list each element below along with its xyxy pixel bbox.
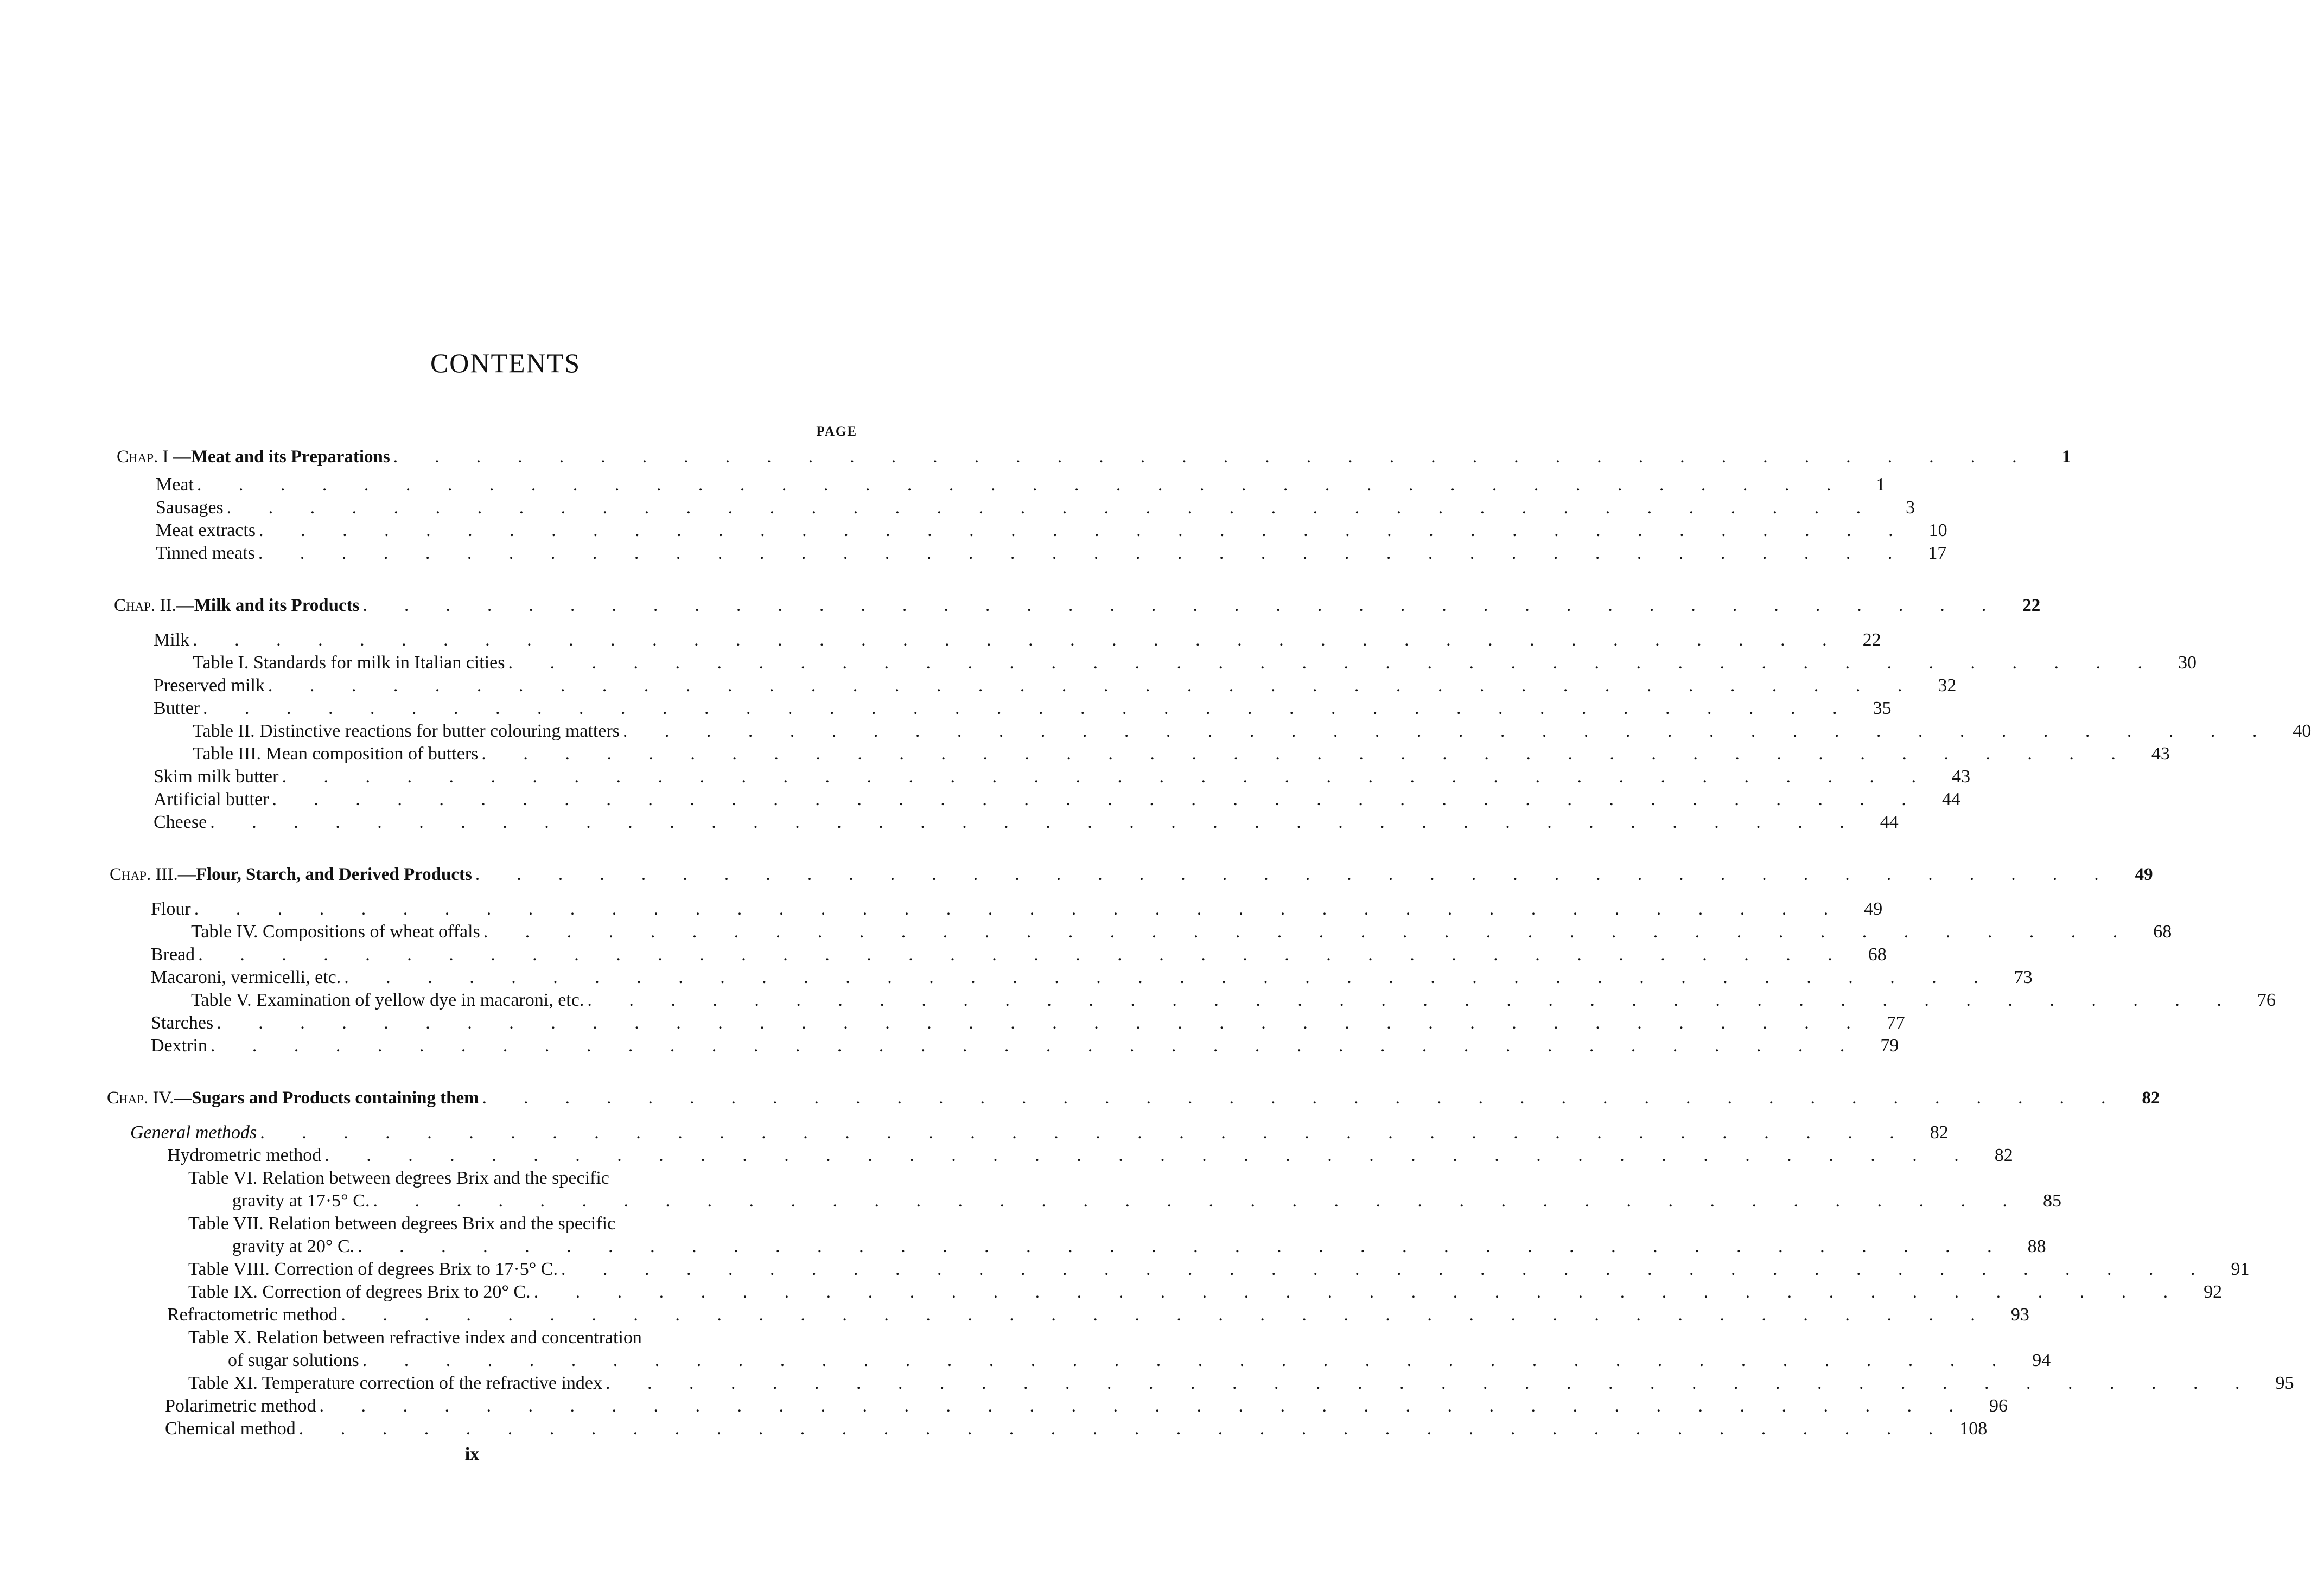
page-number: 82 — [2142, 1088, 2160, 1108]
dot-leader: . . . . . . . . . . . . . . . . . . . . . . . . . . . . . . . . . . . . . . . . — [258, 543, 1909, 563]
toc-entry — [232, 1235, 2046, 1259]
toc-entry — [165, 1417, 1988, 1441]
entry-label-continuation: of sugar solutions — [228, 1350, 359, 1370]
dot-leader: . . . . . . . . . . . . . . . . . . . . . . . . . . . . . . . . . . . . . . . . — [483, 922, 2134, 942]
entry-label: Sausages — [156, 497, 224, 518]
entry-label: Macaroni, vermicelli, etc. — [151, 967, 341, 987]
entry-label: Table VII. Relation between degrees Brix and the specific — [188, 1214, 616, 1234]
toc-entry — [151, 1034, 1899, 1058]
entry-label: Bread — [151, 944, 195, 965]
entry-label: Cheese — [154, 812, 207, 832]
entry-label: Table VI. Relation between degrees Brix and the specific — [188, 1168, 609, 1188]
page-number: 43 — [2151, 744, 2170, 764]
entry-label: Preserved milk — [154, 675, 265, 695]
page-number: 94 — [2032, 1350, 2051, 1370]
entry-label: Table VIII. Correction of degrees Brix to 17·5° C. — [188, 1259, 558, 1279]
toc-entry — [188, 1371, 2294, 1395]
page-number: 88 — [2027, 1236, 2046, 1256]
folio-page-number: ix — [464, 1444, 480, 1464]
entry-label: Skim milk butter — [154, 767, 279, 787]
chapter-title: —Sugars and Products containing them — [174, 1088, 479, 1108]
dot-leader: . . . . . . . . . . . . . . . . . . . . . . . . . . . . . . . . . . . . . . . . — [259, 520, 1909, 540]
entry-label: Table X. Relation between refractive index and concentration — [188, 1327, 642, 1348]
page-number: 96 — [1989, 1396, 2008, 1416]
toc-entry — [193, 651, 2197, 675]
entry-label: Tinned meats — [156, 543, 255, 563]
toc-entry — [154, 788, 1960, 812]
entry-label: Chemical method — [165, 1419, 296, 1439]
entry-label: Artificial butter — [154, 789, 269, 809]
dot-leader: . . . . . . . . . . . . . . . . . . . . . . . . . . . . . . . . . . . . . . . . — [362, 596, 2003, 615]
chapter-title: —Milk and its Products — [176, 596, 360, 615]
page-number: 68 — [1868, 944, 1887, 965]
dot-leader: . . . . . . . . . . . . . . . . . . . . . . . . . . . . . . . . . . . . . . . . — [260, 1122, 1911, 1142]
page-number: 44 — [1880, 812, 1899, 832]
dot-leader: . . . . . . . . . . . . . . . . . . . . . . . . . . . . . . . . . . . . . . . . — [373, 1191, 2023, 1211]
page-number: 91 — [2231, 1259, 2250, 1279]
toc-entry — [191, 920, 2172, 944]
toc-entry — [151, 897, 1883, 921]
page-number: 92 — [2204, 1282, 2223, 1302]
page-number: 76 — [2257, 990, 2276, 1010]
toc-entry — [167, 1303, 2029, 1327]
entry-label: Table XI. Temperature correction of the refractive index — [188, 1373, 603, 1393]
dot-leader: . . . . . . . . . . . . . . . . . . . . . . . . . . . . . . . . . . . . . . . . — [533, 1282, 2185, 1302]
entry-label: Table IV. Compositions of wheat offals — [191, 922, 480, 942]
dot-leader: . . . . . . . . . . . . . . . . . . . . . . . . . . . . . . . . . . . . . . . . — [202, 698, 1854, 718]
entry-label-continuation: gravity at 17·5° C. — [232, 1191, 370, 1211]
page-number: 1 — [1876, 475, 1886, 495]
toc-entry — [188, 1280, 2223, 1304]
dot-leader: . . . . . . . . . . . . . . . . . . . . . . . . . . . . . . . . . . . . . . . . — [324, 1145, 1975, 1165]
toc-entry — [165, 1394, 2008, 1418]
entry-label: Table II. Distinctive reactions for butter colouring matters — [193, 721, 620, 741]
chapter-title: —Flour, Starch, and Derived Products — [177, 865, 472, 884]
page-number: 30 — [2178, 653, 2197, 673]
page-number: 32 — [1938, 675, 1957, 695]
toc-entry — [156, 519, 1947, 542]
dot-leader: . . . . . . . . . . . . . . . . . . . . . . . . . . . . . . . . . . . . . . . . — [210, 1036, 1861, 1056]
entry-label: Hydrometric method — [167, 1145, 322, 1165]
entry-label: Meat — [156, 475, 194, 495]
toc-entry — [154, 765, 1970, 789]
page-number: 35 — [1873, 698, 1892, 718]
chapter-2-heading — [114, 593, 2041, 617]
toc-entry — [154, 674, 1957, 698]
dot-leader: . . . . . . . . . . . . . . . . . . . . . . . . . . . . . . . . . . . . . . . . — [481, 744, 2132, 764]
dot-leader: . . . . . . . . . . . . . . . . . . . . . . . . . . . . . . . . . . . . . . . . — [210, 812, 1861, 832]
page-number: 77 — [1886, 1013, 1905, 1033]
page-number: 73 — [2014, 967, 2033, 987]
dot-leader: . . . . . . . . . . . . . . . . . . . . . . . . . . . . . . . . . . . . . . . . — [606, 1373, 2256, 1393]
page-number: 22 — [1862, 630, 1881, 650]
toc-entry — [151, 1011, 1905, 1035]
entry-label: Table III. Mean composition of butters — [193, 744, 479, 764]
toc-entry — [191, 988, 2276, 1012]
page-number: 82 — [1994, 1145, 2013, 1165]
page-title: CONTENTS — [430, 348, 581, 378]
chapter-1-heading — [117, 445, 2071, 469]
dot-leader: . . . . . . . . . . . . . . . . . . . . . . . . . . . . . . . . . . . . . . . . — [196, 475, 1848, 495]
toc-entry — [193, 742, 2170, 766]
toc-entry — [154, 628, 1881, 652]
page-number: 49 — [1864, 899, 1883, 919]
dot-leader: . . . . . . . . . . . . . . . . . . . . . . . . . . . . . . . . . . . . . . . . — [482, 1088, 2122, 1108]
page-number: 79 — [1880, 1036, 1899, 1056]
chapter-title: —Meat and its Preparations — [173, 447, 390, 467]
dot-leader: . . . . . . . . . . . . . . . . . . . . . . . . . . . . . . . . . . . . . . . . — [268, 675, 1919, 695]
page-number: 93 — [2010, 1305, 2029, 1325]
dot-leader: . . . . . . . . . . . . . . . . . . . . . . . . . . . . . . . . . . . . . . . . — [193, 630, 1843, 650]
entry-label: Dextrin — [151, 1036, 207, 1056]
toc-entry — [188, 1257, 2250, 1281]
page-number: 44 — [1941, 789, 1960, 809]
page-number: 3 — [1906, 497, 1915, 518]
toc-entry — [156, 496, 1915, 520]
page-number: 17 — [1928, 543, 1947, 563]
toc-entry — [151, 966, 2033, 989]
page-number: 1 — [2061, 447, 2071, 467]
toc-entry — [167, 1144, 2013, 1167]
page-number: 95 — [2275, 1373, 2294, 1393]
page-number: 85 — [2042, 1191, 2061, 1211]
chapter-3-heading — [110, 863, 2153, 886]
toc-entry — [156, 541, 1947, 565]
toc-entry — [228, 1349, 2051, 1372]
chapter-number: Chap. III. — [110, 865, 178, 884]
page-number: 82 — [1930, 1122, 1949, 1142]
page-number: 22 — [2022, 596, 2041, 615]
dot-leader: . . . . . . . . . . . . . . . . . . . . . . . . . . . . . . . . . . . . . . . . — [341, 1305, 1991, 1325]
dot-leader: . . . . . . . . . . . . . . . . . . . . . . . . . . . . . . . . . . . . . . . . — [198, 944, 1849, 965]
dot-leader: . . . . . . . . . . . . . . . . . . . . . . . . . . . . . . . . . . . . . . . . — [561, 1259, 2212, 1279]
toc-entry — [232, 1189, 2061, 1213]
page-number: 10 — [1928, 520, 1947, 540]
dot-leader: . . . . . . . . . . . . . . . . . . . . . . . . . . . . . . . . . . . . . . . . — [622, 721, 2274, 741]
entry-label: Butter — [154, 698, 200, 718]
dot-leader: . . . . . . . . . . . . . . . . . . . . . . . . . . . . . . . . . . . . . . . . — [587, 990, 2238, 1010]
page-number: 108 — [1959, 1419, 1988, 1439]
toc-entry — [193, 719, 2311, 743]
dot-leader: . . . . . . . . . . . . . . . . . . . . . . . . . . . . . . . . . . . . . . . . — [217, 1013, 1867, 1033]
page-number: 40 — [2293, 721, 2311, 741]
dot-leader: . . . . . . . . . . . . . . . . . . . . . . . . . . . . . . . . . . . . . . . . — [298, 1419, 1950, 1439]
dot-leader: . . . . . . . . . . . . . . . . . . . . . . . . . . . . . . . . . . . . . . . . — [475, 865, 2115, 884]
entry-label: Table IX. Correction of degrees Brix to 20° C. — [188, 1282, 531, 1302]
page-number: 49 — [2135, 865, 2153, 884]
chapter-4-heading — [107, 1086, 2160, 1110]
toc-entry — [156, 473, 1886, 497]
entry-label: Table V. Examination of yellow dye in macaroni, etc. — [191, 990, 584, 1010]
entry-label: Starches — [151, 1013, 214, 1033]
toc-entry — [154, 810, 1899, 834]
dot-leader: . . . . . . . . . . . . . . . . . . . . . . . . . . . . . . . . . . . . . . . . — [358, 1236, 2008, 1256]
dot-leader: . . . . . . . . . . . . . . . . . . . . . . . . . . . . . . . . . . . . . . . . — [508, 653, 2159, 673]
toc-entry — [130, 1121, 1949, 1145]
dot-leader: . . . . . . . . . . . . . . . . . . . . . . . . . . . . . . . . . . . . . . . . — [272, 789, 1922, 809]
toc-entry — [154, 697, 1892, 720]
page-number: 43 — [1951, 767, 1970, 787]
chapter-number: Chap. IV. — [107, 1088, 174, 1108]
entry-label: Polarimetric method — [165, 1396, 316, 1416]
dot-leader: . . . . . . . . . . . . . . . . . . . . . . . . . . . . . . . . . . . . . . . . — [344, 967, 1995, 987]
entry-label: Meat extracts — [156, 520, 256, 540]
entry-label: Milk — [154, 630, 190, 650]
dot-leader: . . . . . . . . . . . . . . . . . . . . . . . . . . . . . . . . . . . . . . . . — [282, 767, 1932, 787]
chapter-number: Chap. II. — [114, 596, 176, 615]
toc-entry — [151, 943, 1887, 967]
entry-label: Flour — [151, 899, 191, 919]
dot-leader: . . . . . . . . . . . . . . . . . . . . . . . . . . . . . . . . . . . . . . . . — [194, 899, 1845, 919]
dot-leader: . . . . . . . . . . . . . . . . . . . . . . . . . . . . . . . . . . . . . . . . — [319, 1396, 1970, 1416]
entry-label: Refractometric method — [167, 1305, 338, 1325]
dot-leader: . . . . . . . . . . . . . . . . . . . . . . . . . . . . . . . . . . . . . . . . — [393, 447, 2033, 467]
entry-label: Table I. Standards for milk in Italian cities — [193, 653, 505, 673]
dot-leader: . . . . . . . . . . . . . . . . . . . . . . . . . . . . . . . . . . . . . . . . — [226, 497, 1877, 518]
entry-label-continuation: gravity at 20° C. — [232, 1236, 355, 1256]
chapter-number: Chap. I — [117, 447, 169, 467]
entry-label: General methods — [130, 1122, 257, 1142]
page-column-header: PAGE — [816, 424, 857, 439]
page-number: 68 — [2153, 922, 2172, 942]
dot-leader: . . . . . . . . . . . . . . . . . . . . . . . . . . . . . . . . . . . . . . . . — [362, 1350, 2013, 1370]
